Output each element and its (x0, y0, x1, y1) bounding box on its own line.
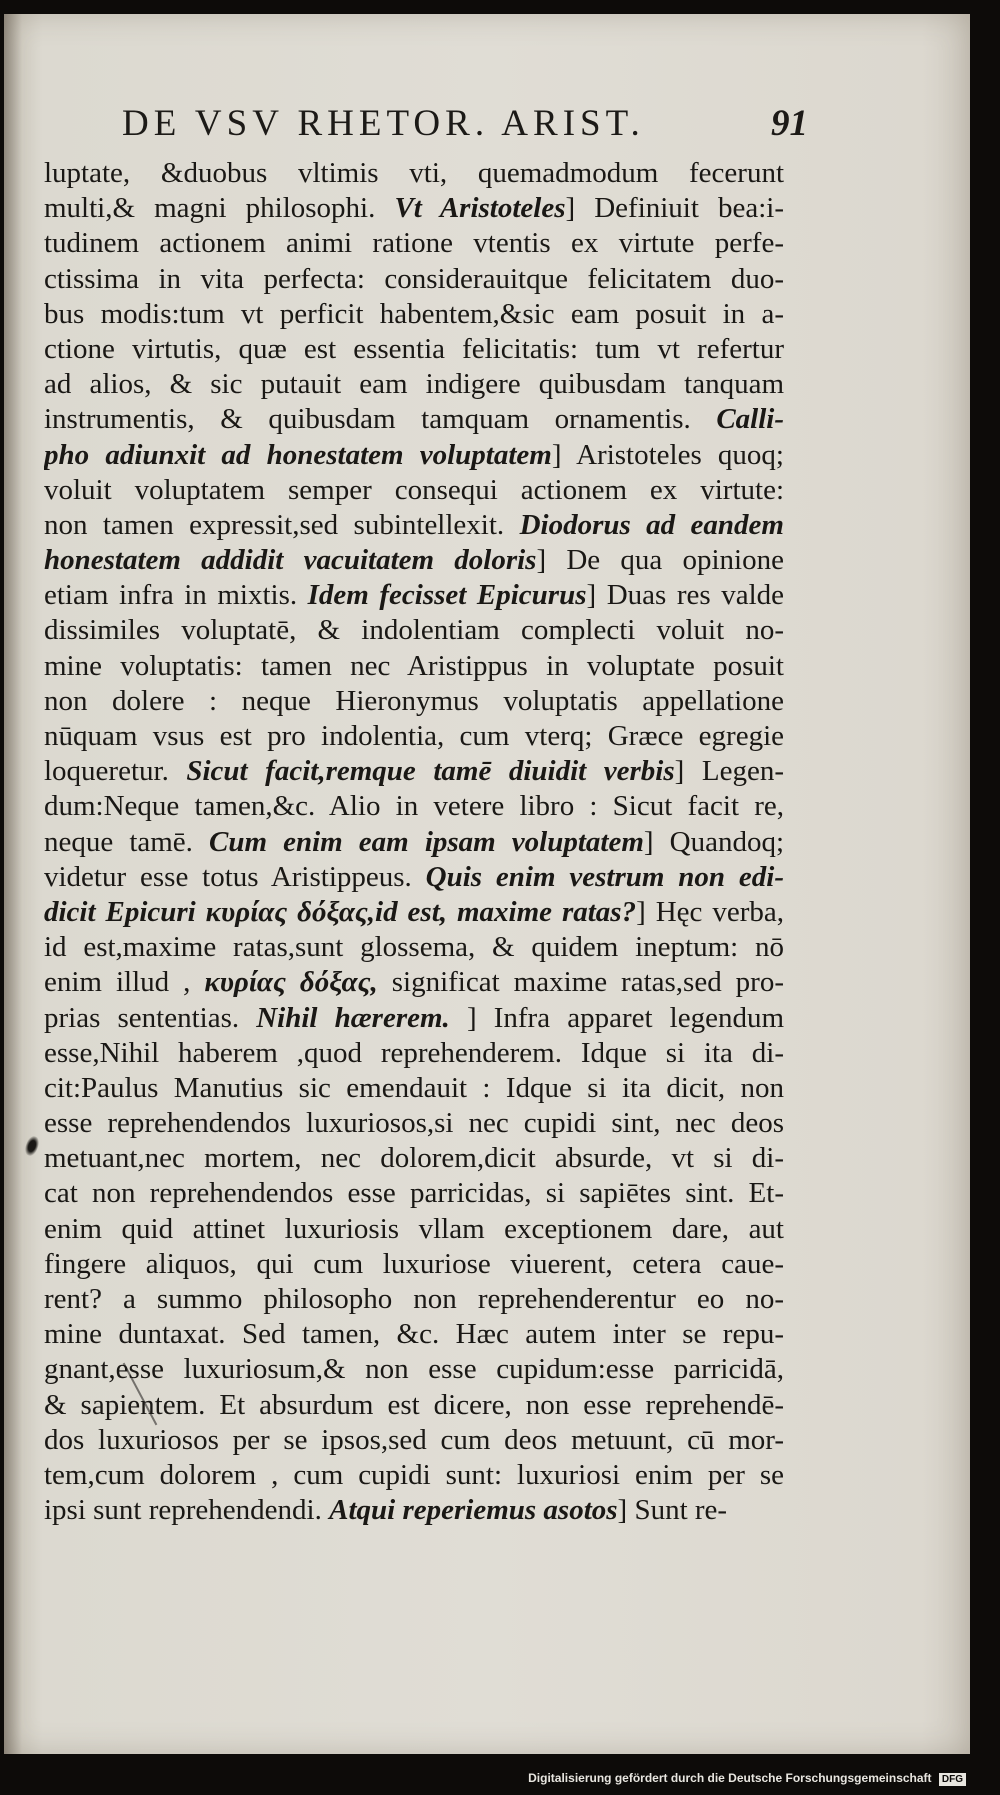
text-segment: non tamen expressit,sed subintellexit. (44, 508, 520, 541)
text-segment: significat maxime ratas,sed pro- (377, 966, 784, 999)
text-segment: ] Infra apparet legendum (449, 1001, 784, 1034)
italic-lemma: Sicut facit,remque tamē diuidit verbis (186, 755, 675, 788)
text-segment: ipsi sunt reprehendendi. (44, 1494, 330, 1527)
text-segment: tudinem actionem animi ratione vtentis ex virtute perfe- (44, 227, 784, 260)
text-line (44, 473, 784, 508)
text-line (44, 825, 784, 860)
text-line (44, 860, 784, 895)
text-segment: ] Hęc verba, (636, 895, 784, 928)
text-segment: non dolere : neque Hieronymus voluptatis appellatione (44, 684, 784, 717)
italic-lemma: Vt Aristoteles (394, 192, 566, 225)
body-text (44, 156, 784, 1528)
italic-lemma: Cum enim eam ipsam voluptatem (209, 825, 644, 858)
text-segment: cat non reprehendendos esse parricidas, si sapiētes sint. Et- (44, 1177, 784, 1210)
text-segment: ] Aristoteles quoq; (551, 438, 784, 471)
text-line (44, 1212, 784, 1247)
text-line (44, 578, 784, 613)
text-line (44, 367, 784, 402)
text-line (44, 1247, 784, 1282)
text-segment: rent? a summo philosopho non reprehenderentur eo no- (44, 1283, 784, 1315)
text-segment: ] Duas res valde (586, 579, 784, 612)
text-segment: dos luxuriosos per se ipsos,sed cum deos metuunt, cū mor- (44, 1423, 784, 1456)
text-segment: mine duntaxat. Sed tamen, &c. Hæc autem inter se repu- (44, 1318, 784, 1351)
text-segment: loqueretur. (44, 755, 187, 788)
text-line (44, 1141, 784, 1176)
text-line (44, 684, 784, 719)
text-line (44, 332, 784, 367)
text-line (44, 297, 784, 332)
text-line (44, 649, 784, 684)
text-line (44, 508, 784, 543)
italic-lemma: honestatem addidit vacuitatem doloris (44, 544, 537, 577)
italic-lemma: Calli- (716, 403, 784, 436)
text-segment: voluit voluptatem semper consequi actionem ex virtute: (44, 473, 784, 506)
text-line (44, 1176, 784, 1211)
italic-lemma: κυρίας δόξας, (204, 966, 378, 999)
text-line (44, 789, 784, 824)
text-line (44, 613, 784, 648)
text-segment: ad alios, & sic putauit eam indigere quibusdam tanquam (44, 368, 784, 401)
text-segment: enim quid attinet luxuriosis vllam exceptionem dare, aut (44, 1212, 784, 1245)
text-segment: enim illud , (44, 966, 205, 999)
text-line (44, 402, 784, 437)
digitization-credit (528, 1771, 966, 1786)
text-line (44, 191, 784, 226)
italic-lemma: Quis enim vestrum non edi- (425, 860, 784, 893)
dfg-logo: DFG (939, 1773, 966, 1786)
text-segment: bus modis:tum vt perficit habentem,&sic eam posuit in a- (44, 297, 784, 330)
text-segment: instrumentis, & quibusdam tamquam ornamentis. (44, 403, 717, 436)
text-line (44, 156, 784, 191)
text-segment: neque tamē. (44, 825, 210, 858)
text-segment: prias sententias. (44, 1001, 257, 1034)
text-line (44, 965, 784, 1000)
text-line (44, 1001, 784, 1036)
text-segment: id est,maxime ratas,sunt glossema, & quidem ineptum: nō (44, 931, 784, 964)
text-line (44, 1071, 784, 1106)
text-line (44, 1352, 784, 1387)
text-line (44, 1036, 784, 1071)
text-segment: ctissima in vita perfecta: considerauitque felicitatem duo- (44, 262, 784, 295)
text-line (44, 1282, 784, 1317)
italic-lemma: dicit Epicuri κυρίας δόξας,id est, maxime ratas? (44, 895, 637, 928)
text-line (44, 719, 784, 754)
text-line (44, 754, 784, 789)
running-head (122, 102, 808, 145)
text-segment: metuant,nec mortem, nec dolorem,dicit absurde, vt si di- (44, 1142, 784, 1175)
italic-lemma: Atqui reperiemus asotos (329, 1494, 618, 1527)
text-line (44, 226, 784, 261)
italic-lemma: Diodorus ad eandem (519, 508, 784, 541)
italic-lemma: Idem fecisset Epicurus (307, 579, 587, 612)
running-head-title: DE VSV RHETOR. ARIST. (122, 103, 645, 144)
text-segment: videtur esse totus Aristippeus. (44, 860, 426, 893)
credit-text: Digitalisierung gefördert durch die Deutsche Forschungsgemeinschaft (528, 1771, 932, 1785)
text-segment: etiam infra in mixtis. (44, 579, 308, 612)
text-segment: ] Definiuit bea:i- (565, 192, 784, 225)
text-segment: gnant,esse luxuriosum,& non esse cupidum:esse parricidā, (44, 1353, 784, 1386)
text-segment: dum:Neque tamen,&c. Alio in vetere libro : Sicut facit re, (44, 790, 784, 823)
text-segment: ] Legen- (674, 755, 784, 788)
text-line (44, 930, 784, 965)
text-line (44, 438, 784, 473)
page-number: 91 (771, 103, 808, 144)
text-segment: ctione virtutis, quæ est essentia felicitatis: tum vt refertur (44, 332, 784, 365)
text-line (44, 1388, 784, 1423)
text-line (44, 895, 784, 930)
text-segment: tem,cum dolorem , cum cupidi sunt: luxuriosi enim per se (44, 1458, 784, 1491)
text-segment: esse,Nihil haberem ,quod reprehenderem. Idque si ita di- (44, 1036, 784, 1069)
text-segment: ] De qua opinione (536, 544, 784, 577)
text-line (44, 1106, 784, 1141)
text-segment: ] Quandoq; (643, 825, 784, 858)
text-segment: & sapientem. Et absurdum est dicere, non esse reprehendē- (44, 1388, 784, 1421)
text-segment: cit:Paulus Manutius sic emendauit : Idque si ita dicit, non (44, 1071, 784, 1104)
text-line (44, 1458, 784, 1493)
text-line (44, 262, 784, 297)
text-segment: dissimiles voluptatē, & indolentiam complecti voluit no- (44, 614, 784, 647)
book-page (4, 14, 970, 1754)
text-segment: luptate, &duobus vltimis vti, quemadmodum fecerunt (44, 157, 784, 189)
text-segment: ] Sunt re- (617, 1494, 728, 1527)
text-segment: esse reprehendendos luxuriosos,si nec cupidi sint, nec deos (44, 1107, 784, 1140)
italic-lemma: Nihil hærerem. (256, 1001, 450, 1034)
text-line (44, 1493, 784, 1528)
text-segment: fingere aliquos, qui cum luxuriose viuerent, cetera caue- (44, 1247, 784, 1280)
text-segment: multi,& magni philosophi. (44, 192, 395, 225)
ink-blot (23, 1135, 41, 1158)
text-segment: mine voluptatis: tamen nec Aristippus in voluptate posuit (44, 649, 784, 682)
italic-lemma: pho adiunxit ad honestatem voluptatem (44, 438, 552, 471)
text-segment: nūquam vsus est pro indolentia, cum vterq; Græce egregie (44, 720, 784, 752)
text-line (44, 1317, 784, 1352)
text-line (44, 1423, 784, 1458)
text-line (44, 543, 784, 578)
